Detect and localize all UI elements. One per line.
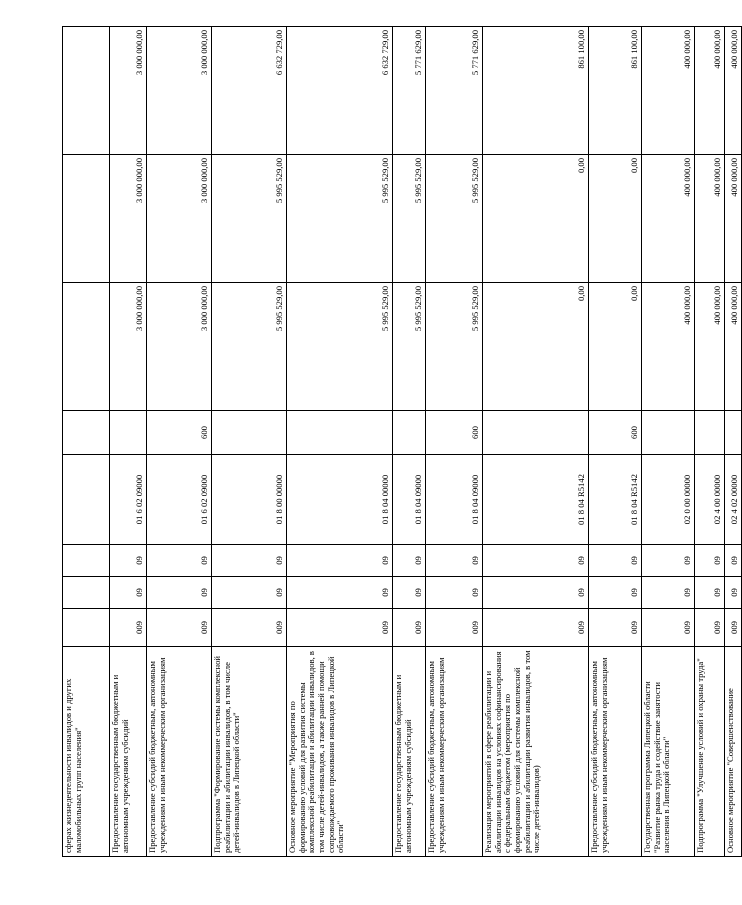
target-article-cell: 02 0 00 00000 [642,455,695,545]
row-name-cell: Предоставление субсидий бюджетным, автономным учреждениям и иным некоммерческим организациям [589,647,642,857]
admin-code-cell: 009 [287,609,393,647]
section-code-cell [63,577,110,609]
row-name-cell: сферах жизнедеятельности инвалидов и других маломобильных групп населения" [63,647,110,857]
section-code-cell: 09 [483,577,589,609]
target-article-cell: 01 6 02 09000 [147,455,212,545]
amount-cell-1: 5 995 529,00 [393,283,426,411]
amount-cell-3: 6 632 729,00 [287,27,393,155]
admin-code-cell: 009 [147,609,212,647]
admin-code-cell: 009 [695,609,725,647]
table-row [287,27,393,857]
subsection-code-cell: 09 [695,545,725,577]
expense-type-cell [110,411,147,455]
target-article-cell: 01 8 04 00000 [287,455,393,545]
expense-type-cell [393,411,426,455]
expense-type-cell [483,411,589,455]
admin-code-cell: 009 [426,609,483,647]
subsection-code-cell: 09 [212,545,287,577]
target-article-cell: 01 8 00 00000 [212,455,287,545]
admin-code-cell: 009 [393,609,426,647]
expense-type-cell [642,411,695,455]
amount-cell-3: 3 000 000,00 [110,27,147,155]
table-row [589,27,642,857]
subsection-code-cell: 09 [642,545,695,577]
row-name-cell: Предоставление субсидий бюджетным, автономным учреждениям и иным некоммерческим организациям [147,647,212,857]
table-row [483,27,589,857]
expense-type-cell [212,411,287,455]
expense-type-cell [695,411,725,455]
admin-code-cell: 009 [483,609,589,647]
section-code-cell: 09 [147,577,212,609]
amount-cell-3: 5 771 629,00 [393,27,426,155]
row-name-cell: Основное мероприятие "Совершенствование [725,647,742,857]
target-article-cell [63,455,110,545]
admin-code-cell: 009 [212,609,287,647]
amount-cell-1: 5 995 529,00 [287,283,393,411]
section-code-cell: 09 [589,577,642,609]
amount-cell-2: 400 000,00 [725,155,742,283]
row-name-cell: Предоставление субсидий бюджетным, автономным учреждениям и иным некоммерческим организациям [426,647,483,857]
admin-code-cell: 009 [642,609,695,647]
expense-type-cell [63,411,110,455]
amount-cell-2: 0,00 [483,155,589,283]
section-code-cell: 09 [393,577,426,609]
admin-code-cell [63,609,110,647]
table-body [63,27,742,857]
admin-code-cell: 009 [110,609,147,647]
amount-cell-1: 0,00 [589,283,642,411]
subsection-code-cell: 09 [725,545,742,577]
amount-cell-1: 0,00 [483,283,589,411]
expense-type-cell [725,411,742,455]
amount-cell-2: 0,00 [589,155,642,283]
subsection-code-cell: 09 [287,545,393,577]
amount-cell-1: 3 000 000,00 [147,283,212,411]
budget-table [62,26,742,857]
amount-cell-3 [63,27,110,155]
table-row [110,27,147,857]
table-row [393,27,426,857]
row-name-cell: Реализация мероприятий в сфере реабилитации и абилитации инвалидов на условиях софинансирования с федеральным бюджетом (мероприятия по формированию условий для системы комплексной реабилитации и абилитации развития инвалидов, в том числе детей-инвалидов) [483,647,589,857]
admin-code-cell: 009 [589,609,642,647]
table-row [426,27,483,857]
row-name-cell: Предоставление государственным бюджетным и автономным учреждениям субсидий [393,647,426,857]
amount-cell-2: 400 000,00 [695,155,725,283]
subsection-code-cell: 09 [110,545,147,577]
subsection-code-cell: 09 [147,545,212,577]
section-code-cell: 09 [212,577,287,609]
amount-cell-2: 5 995 529,00 [212,155,287,283]
section-code-cell: 09 [725,577,742,609]
row-name-cell: Предоставление государственным бюджетным и автономным учреждениям субсидий [110,647,147,857]
section-code-cell: 09 [695,577,725,609]
row-name-cell: Основное мероприятие "Мероприятия по формированию условий для развития системы комплексной реабилитации и абилитации инвалидов, в том числе детей-инвалидов, а также ранней помощи сопровождаемого проживания инвалидов в Липецкой области" [287,647,393,857]
section-code-cell: 09 [642,577,695,609]
table-row [695,27,725,857]
table-row [212,27,287,857]
amount-cell-1: 5 995 529,00 [426,283,483,411]
table-row [725,27,742,857]
subsection-code-cell: 09 [483,545,589,577]
amount-cell-2: 400 000,00 [642,155,695,283]
row-name-cell: Подпрограмма "Улучшение условий и охраны труда" [695,647,725,857]
row-name-cell: Государственная программа Липецкой области "Развитие рынка труда и содействие занятости населения в Липецкой области" [642,647,695,857]
amount-cell-1: 400 000,00 [695,283,725,411]
expense-type-cell: 600 [426,411,483,455]
row-name-cell: Подпрограмма "Формирование системы комплексной реабилитации и абилитации инвалидов, в том числе детей-инвалидов в Липецкой области" [212,647,287,857]
amount-cell-3: 6 632 729,00 [212,27,287,155]
amount-cell-2: 5 995 529,00 [393,155,426,283]
target-article-cell: 01 8 04 R5142 [483,455,589,545]
target-article-cell: 01 8 04 R5142 [589,455,642,545]
target-article-cell: 02 4 02 00000 [725,455,742,545]
amount-cell-2: 3 000 000,00 [147,155,212,283]
amount-cell-2 [63,155,110,283]
table-row [642,27,695,857]
table-row [147,27,212,857]
target-article-cell: 01 8 04 09000 [393,455,426,545]
amount-cell-3: 5 771 629,00 [426,27,483,155]
amount-cell-2: 5 995 529,00 [287,155,393,283]
amount-cell-3: 861 100,00 [589,27,642,155]
subsection-code-cell: 09 [426,545,483,577]
amount-cell-1: 5 995 529,00 [212,283,287,411]
expense-type-cell [287,411,393,455]
section-code-cell: 09 [110,577,147,609]
amount-cell-2: 5 995 529,00 [426,155,483,283]
expense-type-cell: 600 [147,411,212,455]
rotated-page [62,27,740,857]
target-article-cell: 01 6 02 09000 [110,455,147,545]
amount-cell-2: 3 000 000,00 [110,155,147,283]
amount-cell-3: 861 100,00 [483,27,589,155]
amount-cell-3: 3 000 000,00 [147,27,212,155]
subsection-code-cell [63,545,110,577]
amount-cell-1: 400 000,00 [642,283,695,411]
amount-cell-1 [63,283,110,411]
subsection-code-cell: 09 [589,545,642,577]
expense-type-cell: 600 [589,411,642,455]
table-row [63,27,110,857]
amount-cell-1: 400 000,00 [725,283,742,411]
section-code-cell: 09 [426,577,483,609]
subsection-code-cell: 09 [393,545,426,577]
amount-cell-3: 400 000,00 [642,27,695,155]
target-article-cell: 02 4 00 00000 [695,455,725,545]
amount-cell-3: 400 000,00 [725,27,742,155]
admin-code-cell: 009 [725,609,742,647]
section-code-cell: 09 [287,577,393,609]
target-article-cell: 01 8 04 09000 [426,455,483,545]
amount-cell-3: 400 000,00 [695,27,725,155]
amount-cell-1: 3 000 000,00 [110,283,147,411]
